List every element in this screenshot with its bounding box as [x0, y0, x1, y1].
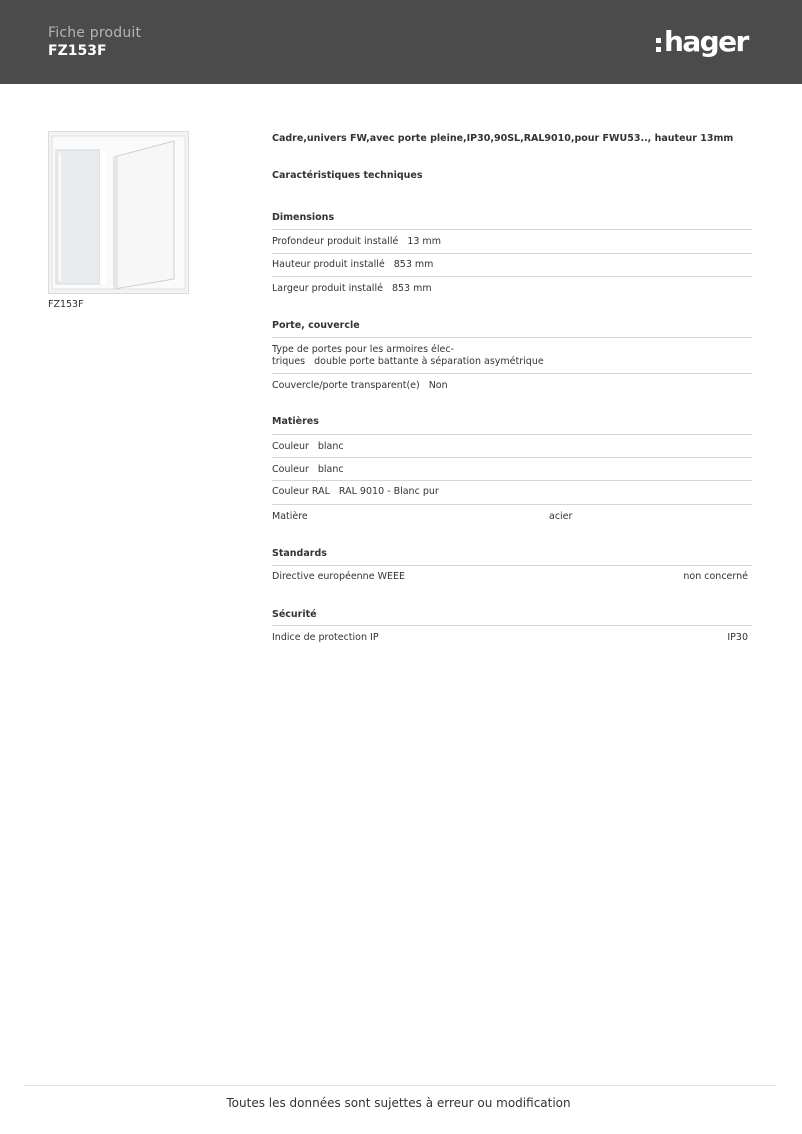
section-heading-standards: Standards: [272, 548, 327, 559]
spec-label: Profondeur produit installé: [272, 236, 399, 247]
hager-logo: [656, 22, 748, 62]
spec-row: [272, 344, 752, 368]
spec-row: [272, 441, 752, 453]
image-caption: FZ153F: [48, 299, 84, 310]
technical-characteristics-heading: Caractéristiques techniques: [272, 170, 423, 181]
spec-label: Largeur produit installé: [272, 283, 383, 294]
spec-label: Couleur: [272, 464, 309, 475]
spec-value: Non: [428, 380, 448, 391]
divider: [272, 504, 752, 505]
section-heading-dimensions: Dimensions: [272, 212, 335, 223]
section-heading-materials: Matières: [272, 416, 319, 427]
divider: [272, 457, 752, 458]
spec-row: [272, 511, 752, 523]
product-image: [48, 131, 189, 294]
divider: [272, 625, 752, 626]
footer-disclaimer: Toutes les données sont sujettes à erreur ou modification: [226, 1096, 571, 1110]
section-heading-safety: Sécurité: [272, 609, 317, 620]
footer-divider: [24, 1085, 776, 1086]
divider: [272, 434, 752, 435]
divider: [272, 276, 752, 277]
divider: [272, 480, 752, 481]
spec-value: 853 mm: [391, 283, 432, 294]
spec-value: RAL 9010 - Blanc pur: [338, 486, 439, 497]
spec-label: Type de portes pour les armoires élec-: [272, 344, 455, 355]
spec-value: IP30: [727, 632, 748, 643]
spec-row: [272, 259, 752, 271]
divider: [272, 373, 752, 374]
spec-label: Hauteur produit installé: [272, 259, 385, 270]
section-heading-door: Porte, couvercle: [272, 320, 360, 331]
spec-label: Indice de protection IP: [272, 632, 379, 643]
logo-dots-icon: [656, 38, 661, 52]
spec-value: acier: [549, 511, 573, 522]
divider: [272, 565, 752, 566]
spec-value: non concerné: [683, 571, 748, 582]
spec-label: Directive européenne WEEE: [272, 571, 405, 582]
spec-value: 13 mm: [407, 236, 441, 247]
divider: [272, 253, 752, 254]
spec-row: [272, 236, 752, 248]
logo-wordmark: hager: [664, 25, 748, 58]
spec-label: Matière: [272, 511, 308, 522]
spec-value: blanc: [317, 441, 344, 452]
spec-row: [272, 464, 752, 476]
page-header: [0, 0, 802, 84]
spec-label: Couleur: [272, 441, 309, 452]
document-type: Fiche produit: [48, 25, 142, 41]
spec-row: [272, 283, 752, 295]
spec-row: [272, 632, 752, 644]
spec-value: blanc: [317, 464, 344, 475]
spec-value: 853 mm: [393, 259, 434, 270]
spec-value: double porte battante à séparation asymétrique: [314, 356, 544, 367]
spec-row: [272, 486, 752, 498]
divider: [272, 337, 752, 338]
spec-label: Couvercle/porte transparent(e): [272, 380, 420, 391]
spec-label: Couleur RAL: [272, 486, 330, 497]
spec-label: triques: [272, 356, 306, 367]
spec-row: [272, 571, 752, 583]
product-title: Cadre,univers FW,avec porte pleine,IP30,90SL,RAL9010,pour FWU53.., hauteur 13mm: [272, 133, 734, 144]
spec-row: [272, 380, 752, 392]
divider: [272, 229, 752, 230]
product-reference: FZ153F: [48, 43, 107, 59]
